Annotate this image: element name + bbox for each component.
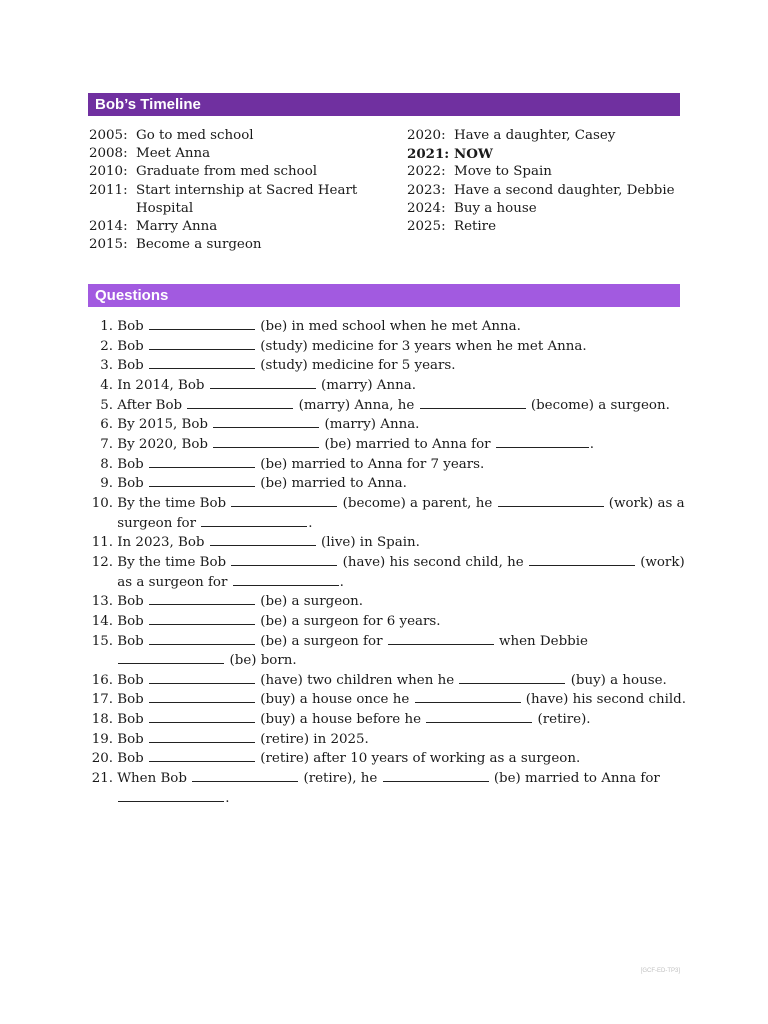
question-text bbox=[117, 769, 688, 808]
question-number: 8. bbox=[100, 456, 113, 472]
question-fragment: (study) medicine for 5 years. bbox=[260, 358, 456, 374]
timeline-year: 2021: bbox=[407, 146, 450, 163]
timeline-left-column bbox=[89, 127, 389, 254]
question-fragment: (work) as a surgeon for bbox=[117, 554, 685, 590]
question-item bbox=[88, 553, 688, 592]
question-fragment: Bob bbox=[117, 358, 144, 374]
question-text bbox=[117, 730, 688, 750]
timeline-year: 2024: bbox=[407, 200, 446, 216]
question-text bbox=[117, 356, 688, 376]
question-text bbox=[117, 592, 688, 612]
answer-blank[interactable] bbox=[231, 555, 337, 566]
question-item bbox=[88, 769, 688, 808]
question-fragment: (be) married to Anna for bbox=[324, 436, 491, 452]
answer-blank[interactable] bbox=[187, 398, 293, 409]
question-fragment: . bbox=[308, 515, 313, 531]
answer-blank[interactable] bbox=[233, 575, 339, 586]
question-number: 3. bbox=[100, 358, 113, 374]
question-fragment: (buy) a house before he bbox=[260, 712, 421, 728]
answer-blank[interactable] bbox=[192, 771, 298, 782]
question-fragment: In 2014, Bob bbox=[117, 377, 205, 393]
question-fragment: When Bob bbox=[117, 771, 187, 787]
answer-blank[interactable] bbox=[210, 378, 316, 389]
answer-blank[interactable] bbox=[529, 555, 635, 566]
question-item bbox=[88, 494, 688, 533]
question-item bbox=[88, 356, 688, 376]
question-fragment: (be) a surgeon. bbox=[260, 594, 364, 610]
timeline-year: 2005: bbox=[89, 128, 128, 143]
timeline-entry bbox=[407, 145, 697, 163]
questions-list bbox=[88, 317, 688, 808]
timeline-year: 2008: bbox=[89, 146, 128, 162]
question-fragment: . bbox=[589, 436, 595, 452]
answer-blank[interactable] bbox=[149, 673, 255, 684]
answer-blank[interactable] bbox=[388, 634, 494, 645]
question-fragment: (have) his second child, he bbox=[342, 554, 524, 570]
timeline-right-column bbox=[407, 127, 697, 236]
question-item bbox=[88, 710, 688, 730]
question-text bbox=[117, 533, 688, 553]
timeline-header bbox=[88, 93, 680, 116]
question-fragment: By the time Bob bbox=[117, 554, 227, 570]
timeline-event: Have a daughter, Casey bbox=[454, 128, 616, 143]
question-text bbox=[117, 317, 688, 337]
timeline-event: Go to med school bbox=[136, 128, 254, 143]
timeline-title: Bob’s Timeline bbox=[95, 96, 201, 113]
answer-blank[interactable] bbox=[149, 751, 255, 762]
question-number: 14. bbox=[91, 613, 113, 629]
answer-blank[interactable] bbox=[149, 319, 255, 330]
question-item bbox=[88, 415, 688, 435]
question-text bbox=[117, 690, 688, 710]
question-fragment: Bob bbox=[117, 672, 144, 688]
timeline-year: 2022: bbox=[407, 164, 446, 180]
question-number: 1. bbox=[100, 319, 113, 334]
question-fragment: (buy) a house once he bbox=[260, 692, 410, 708]
question-fragment: (marry) Anna. bbox=[321, 377, 416, 393]
timeline-event: Have a second daughter, Debbie bbox=[454, 182, 675, 198]
answer-blank[interactable] bbox=[426, 712, 532, 723]
question-fragment: . bbox=[225, 790, 230, 806]
question-fragment: (retire) after 10 years of working as a surgeon. bbox=[260, 751, 581, 767]
question-fragment: Bob bbox=[117, 712, 144, 728]
question-text bbox=[117, 455, 688, 475]
question-number: 11. bbox=[91, 535, 113, 551]
timeline-event: NOW bbox=[454, 146, 493, 163]
answer-blank[interactable] bbox=[496, 437, 589, 448]
question-text bbox=[117, 494, 688, 533]
question-fragment: (marry) Anna. bbox=[324, 417, 420, 433]
timeline-year: 2014: bbox=[89, 219, 128, 235]
question-text bbox=[117, 376, 688, 396]
question-text bbox=[117, 337, 688, 357]
answer-blank[interactable] bbox=[149, 457, 255, 468]
question-fragment: (become) a parent, he bbox=[342, 495, 493, 511]
answer-blank[interactable] bbox=[118, 791, 224, 802]
question-item bbox=[88, 317, 688, 337]
question-number: 17. bbox=[91, 692, 113, 708]
question-item bbox=[88, 474, 688, 494]
question-number: 20. bbox=[91, 751, 113, 767]
timeline-year: 2020: bbox=[407, 128, 446, 143]
question-fragment: Bob bbox=[117, 613, 144, 629]
answer-blank[interactable] bbox=[149, 339, 255, 350]
timeline-event: Retire bbox=[454, 219, 496, 235]
question-fragment: Bob bbox=[117, 751, 144, 767]
question-number: 19. bbox=[91, 731, 113, 747]
question-item bbox=[88, 730, 688, 750]
question-fragment: (become) a surgeon. bbox=[530, 397, 670, 413]
question-fragment: (live) in Spain. bbox=[321, 535, 420, 551]
question-number: 21. bbox=[91, 771, 113, 787]
question-item bbox=[88, 612, 688, 632]
question-item bbox=[88, 337, 688, 357]
timeline-event: Graduate from med school bbox=[136, 164, 318, 180]
answer-blank[interactable] bbox=[459, 673, 565, 684]
answer-blank[interactable] bbox=[213, 437, 319, 448]
question-fragment: (buy) a house. bbox=[570, 672, 667, 688]
timeline-year: 2010: bbox=[89, 164, 128, 180]
timeline-event: Meet Anna bbox=[136, 146, 211, 162]
question-fragment: (be) a surgeon for 6 years. bbox=[260, 613, 441, 629]
question-number: 18. bbox=[91, 712, 113, 728]
question-fragment: Bob bbox=[117, 633, 144, 649]
question-text bbox=[117, 415, 688, 435]
question-item bbox=[88, 749, 688, 769]
questions-header bbox=[88, 284, 680, 307]
answer-blank[interactable] bbox=[149, 476, 255, 487]
question-fragment: (be) a surgeon for bbox=[260, 633, 383, 649]
question-number: 15. bbox=[91, 633, 113, 649]
answer-blank[interactable] bbox=[383, 771, 489, 782]
question-text bbox=[117, 553, 688, 592]
timeline-entry bbox=[407, 127, 697, 145]
timeline-entry bbox=[89, 145, 389, 163]
question-number: 9. bbox=[100, 476, 113, 492]
question-number: 2. bbox=[100, 338, 113, 354]
question-fragment: Bob bbox=[117, 594, 144, 610]
timeline-event: Start internship at Sacred Heart Hospital bbox=[136, 182, 358, 216]
timeline-entry bbox=[407, 218, 697, 236]
question-fragment: (study) medicine for 3 years when he met Anna. bbox=[260, 338, 587, 354]
answer-blank[interactable] bbox=[213, 417, 319, 428]
answer-blank[interactable] bbox=[149, 594, 255, 605]
question-number: 10. bbox=[91, 495, 113, 511]
question-fragment: (be) married to Anna for bbox=[493, 771, 660, 787]
question-fragment: By 2015, Bob bbox=[117, 417, 208, 433]
answer-blank[interactable] bbox=[149, 692, 255, 703]
question-number: 6. bbox=[100, 417, 113, 433]
timeline-entry bbox=[407, 163, 697, 181]
timeline-year: 2011: bbox=[89, 182, 128, 198]
timeline-event: Move to Spain bbox=[454, 164, 552, 180]
answer-blank[interactable] bbox=[118, 653, 224, 664]
question-fragment: (be) married to Anna. bbox=[260, 476, 407, 492]
question-item bbox=[88, 455, 688, 475]
question-number: 16. bbox=[91, 672, 113, 688]
question-fragment: Bob bbox=[117, 476, 144, 492]
timeline-event: Become a surgeon bbox=[136, 237, 262, 253]
question-fragment: (have) his second child. bbox=[525, 692, 686, 708]
questions-title: Questions bbox=[95, 287, 169, 304]
answer-blank[interactable] bbox=[210, 535, 316, 546]
answer-blank[interactable] bbox=[149, 732, 255, 743]
question-item bbox=[88, 533, 688, 553]
question-fragment: By 2020, Bob bbox=[117, 436, 208, 452]
question-fragment: (be) born. bbox=[229, 653, 297, 669]
question-number: 4. bbox=[100, 377, 113, 393]
timeline-entry bbox=[407, 200, 697, 218]
question-item bbox=[88, 592, 688, 612]
timeline-event: Buy a house bbox=[454, 200, 537, 216]
question-number: 7. bbox=[100, 436, 113, 452]
answer-blank[interactable] bbox=[415, 692, 521, 703]
question-text bbox=[117, 474, 688, 494]
question-number: 13. bbox=[91, 594, 113, 610]
question-item bbox=[88, 632, 688, 671]
timeline-entry bbox=[89, 163, 389, 181]
question-fragment: Bob bbox=[117, 319, 144, 334]
question-text bbox=[117, 612, 688, 632]
question-fragment: Bob bbox=[117, 731, 144, 747]
question-fragment: After Bob bbox=[117, 397, 183, 413]
question-fragment: (retire). bbox=[537, 712, 591, 728]
question-fragment: (retire) in 2025. bbox=[260, 731, 369, 747]
question-text bbox=[117, 749, 688, 769]
question-text bbox=[117, 671, 688, 691]
timeline-entry bbox=[89, 218, 389, 236]
question-item bbox=[88, 690, 688, 710]
question-fragment: . bbox=[339, 574, 344, 590]
answer-blank[interactable] bbox=[149, 712, 255, 723]
timeline-entry bbox=[407, 182, 697, 200]
answer-blank[interactable] bbox=[149, 614, 255, 625]
question-fragment: Bob bbox=[117, 692, 144, 708]
question-fragment: By the time Bob bbox=[117, 495, 227, 511]
answer-blank[interactable] bbox=[149, 634, 255, 645]
question-item bbox=[88, 376, 688, 396]
question-fragment: (have) two children when he bbox=[260, 672, 455, 688]
question-text bbox=[117, 632, 688, 671]
question-item bbox=[88, 435, 688, 455]
timeline-entry bbox=[89, 127, 389, 145]
question-number: 5. bbox=[100, 397, 113, 413]
timeline-year: 2015: bbox=[89, 237, 128, 253]
answer-blank[interactable] bbox=[201, 516, 307, 527]
question-fragment: (work) as a surgeon for bbox=[117, 495, 685, 531]
answer-blank[interactable] bbox=[498, 496, 604, 507]
question-fragment: (be) in med school when he met Anna. bbox=[260, 319, 521, 334]
question-text bbox=[117, 435, 688, 455]
timeline-year: 2025: bbox=[407, 219, 446, 235]
question-item bbox=[88, 671, 688, 691]
question-fragment: (retire), he bbox=[303, 771, 378, 787]
answer-blank[interactable] bbox=[420, 398, 526, 409]
answer-blank[interactable] bbox=[231, 496, 337, 507]
question-text bbox=[117, 710, 688, 730]
question-text bbox=[117, 396, 688, 416]
question-item bbox=[88, 396, 688, 416]
timeline-year: 2023: bbox=[407, 182, 446, 198]
answer-blank[interactable] bbox=[149, 358, 255, 369]
question-fragment: Bob bbox=[117, 338, 144, 354]
question-fragment: (be) married to Anna for 7 years. bbox=[260, 456, 485, 472]
question-fragment: In 2023, Bob bbox=[117, 535, 205, 551]
question-fragment: Bob bbox=[117, 456, 144, 472]
footer-code: [GCF-ED-TP3] bbox=[640, 968, 680, 974]
question-number: 12. bbox=[91, 554, 113, 570]
timeline-entry bbox=[89, 182, 389, 218]
question-fragment: when Debbie bbox=[499, 633, 588, 649]
timeline-entry bbox=[89, 236, 389, 254]
question-fragment: (marry) Anna, he bbox=[298, 397, 415, 413]
timeline-event: Marry Anna bbox=[136, 219, 218, 235]
